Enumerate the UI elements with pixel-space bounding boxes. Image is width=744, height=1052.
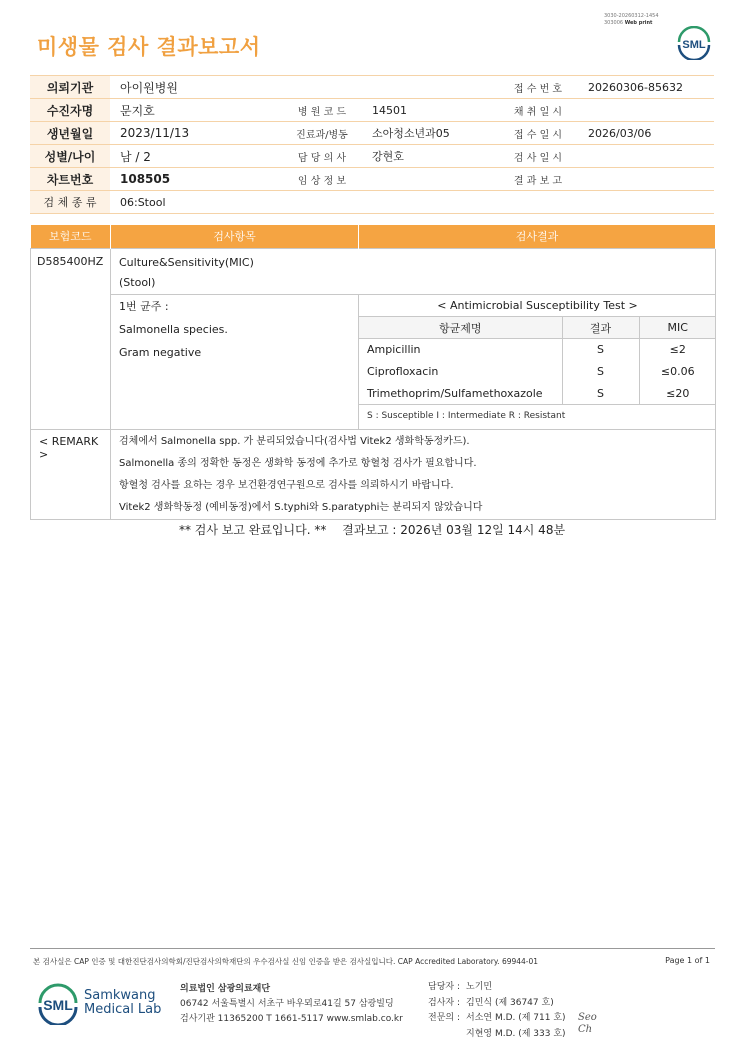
accreditation-note: 본 검사실은 CAP 인증 및 대한진단검사의학회/진단검사의학재단의 우수검사실 신임 인증을 받은 검사실입니다. CAP Accredited Laboratory. 69944-01 <box>33 957 539 966</box>
value-accession-no: 20260306-85632 <box>578 76 714 99</box>
sml-logo-icon <box>675 26 713 60</box>
value-clinical-info <box>362 168 498 191</box>
label-specimen: 검 체 종 류 <box>30 191 110 214</box>
organization-info <box>180 982 403 1027</box>
remark-line: 검체에서 Salmonella spp. 가 분리되었습니다(검사법 Vitek2 생화학동정카드). <box>119 435 470 447</box>
value-patient-name: 문지호 <box>110 99 282 122</box>
patient-info-table <box>30 75 714 214</box>
value-department: 소아청소년과05 <box>362 122 498 145</box>
value-sex-age: 남 / 2 <box>110 145 282 168</box>
drug-name: Ciprofloxacin <box>367 365 439 378</box>
drug-mic: ≤20 <box>639 383 716 405</box>
print-label: Web print <box>624 20 653 26</box>
label-department: 진료과/병동 <box>282 122 362 145</box>
ast-cell <box>359 294 716 429</box>
label-chart-no: 차트번호 <box>30 168 110 191</box>
remark-label: < REMARK > <box>31 429 111 519</box>
completion-line <box>0 521 744 538</box>
document-code <box>604 13 659 27</box>
remark-line: 항혈청 검사를 요하는 경우 보건환경연구원으로 검사를 의뢰하시기 바랍니다. <box>119 479 454 491</box>
label-report-date: 결 과 보 고 <box>498 168 578 191</box>
completion-text: ** 검사 보고 완료입니다. ** <box>178 523 327 537</box>
sml-logo-text: SML <box>682 39 706 51</box>
document-code-line1: 3030-20260312-1454 <box>604 13 659 19</box>
organism-cell <box>111 294 359 429</box>
ast-row <box>359 339 716 361</box>
organism-row <box>31 294 716 429</box>
ast-col-drug: 항균제명 <box>359 317 562 339</box>
remark-line: Salmonella 종의 정확한 동정은 생화학 동정에 추가로 항혈청 검사가 필요합니다. <box>119 457 477 469</box>
value-birth-date: 2023/11/13 <box>110 122 282 145</box>
staff-row: 검사자 : 김민식 (제 36747 호) <box>428 997 554 1008</box>
drug-mic: ≤0.06 <box>639 361 716 383</box>
ast-header-row <box>359 317 716 339</box>
staff-list <box>428 980 566 1042</box>
value-test-date <box>578 145 714 168</box>
info-row <box>30 99 714 122</box>
ast-title: < Antimicrobial Susceptibility Test > <box>359 295 716 317</box>
footer-divider <box>30 948 715 949</box>
value-report-date <box>578 168 714 191</box>
sml-footer-logo-text: SML <box>43 997 73 1013</box>
ast-row <box>359 361 716 383</box>
org-contact: 검사기관 11365200 T 1661-5117 www.smlab.co.kr <box>180 1014 403 1024</box>
label-received-date: 접 수 일 시 <box>498 122 578 145</box>
drug-mic: ≤2 <box>639 339 716 361</box>
test-item-line2: (Stool) <box>119 275 156 289</box>
header-insurance-code: 보험코드 <box>31 225 111 248</box>
value-received-date: 2026/03/06 <box>578 122 714 145</box>
staff-row: 지현영 M.D. (제 333 호) <box>466 1028 566 1039</box>
brand-name: Samkwang Medical Lab <box>84 988 162 1017</box>
ast-col-result: 결과 <box>562 317 639 339</box>
strain-label: 1번 균주 : <box>119 299 169 313</box>
gram-stain: Gram negative <box>119 345 202 359</box>
label-clinical-info: 임 상 정 보 <box>282 168 362 191</box>
value-requesting-org: 아이원병원 <box>110 76 282 99</box>
drug-result: S <box>562 339 639 361</box>
label-test-date: 검 사 일 시 <box>498 145 578 168</box>
org-address: 06742 서울특별시 서초구 바우뫼로41길 57 삼광빌딩 <box>180 999 394 1009</box>
info-row <box>30 122 714 145</box>
info-row <box>30 145 714 168</box>
label-requesting-org: 의뢰기관 <box>30 76 110 99</box>
value-chart-no: 108505 <box>110 168 282 191</box>
label-doctor: 담 당 의 사 <box>282 145 362 168</box>
drug-result: S <box>562 383 639 405</box>
ast-row <box>359 383 716 405</box>
label-patient-name: 수진자명 <box>30 99 110 122</box>
org-name: 의료법인 삼광의료재단 <box>180 984 271 994</box>
drug-name: Trimethoprim/Sulfamethoxazole <box>359 383 562 405</box>
header-test-item: 검사항목 <box>111 225 359 248</box>
info-row <box>30 191 714 214</box>
label-sex-age: 성별/나이 <box>30 145 110 168</box>
test-item-name <box>111 248 716 294</box>
page-number: Page 1 of 1 <box>665 956 710 965</box>
report-timestamp: 결과보고 : 2026년 03월 12일 14시 48분 <box>342 523 566 537</box>
document-code-line2: 303006 <box>604 20 624 26</box>
result-header-row <box>31 225 716 248</box>
remark-text <box>111 429 716 519</box>
label-hospital-code: 병 원 코 드 <box>282 99 362 122</box>
value-specimen: 06:Stool <box>110 191 714 214</box>
test-item-line1: Culture&Sensitivity(MIC) <box>119 255 254 269</box>
info-row <box>30 168 714 191</box>
sml-footer-logo-icon <box>37 983 79 1025</box>
result-table <box>30 225 716 520</box>
ast-legend: S : Susceptible I : Intermediate R : Resistant <box>367 410 566 421</box>
remark-row <box>31 429 716 519</box>
label-birth-date: 생년월일 <box>30 122 110 145</box>
value-doctor: 강현호 <box>362 145 498 168</box>
staff-row: 전문의 : 서소연 M.D. (제 711 호) <box>428 1013 566 1023</box>
ast-col-mic: MIC <box>639 317 716 339</box>
remark-line: Vitek2 생화학동정 (예비동정)에서 S.typhi와 S.paratyphi는 분리되지 않았습니다 <box>119 501 483 513</box>
staff-row: 담당자 : 노기민 <box>428 982 493 992</box>
drug-result: S <box>562 361 639 383</box>
value-hospital-code: 14501 <box>362 99 498 122</box>
header-test-result: 검사결과 <box>359 225 716 248</box>
drug-name: Ampicillin <box>367 343 421 357</box>
label-accession-no: 접 수 번 호 <box>498 76 578 99</box>
value-collection-date <box>578 99 714 122</box>
test-row <box>31 248 716 294</box>
doctor-signature: Seo Ch <box>578 1012 597 1035</box>
label-collection-date: 채 취 일 시 <box>498 99 578 122</box>
report-title: 미생물 검사 결과보고서 <box>37 35 261 59</box>
organism-name: Salmonella species. <box>119 322 228 336</box>
ast-table <box>359 295 716 427</box>
insurance-code: D585400HZ <box>31 248 111 429</box>
info-row <box>30 76 714 99</box>
